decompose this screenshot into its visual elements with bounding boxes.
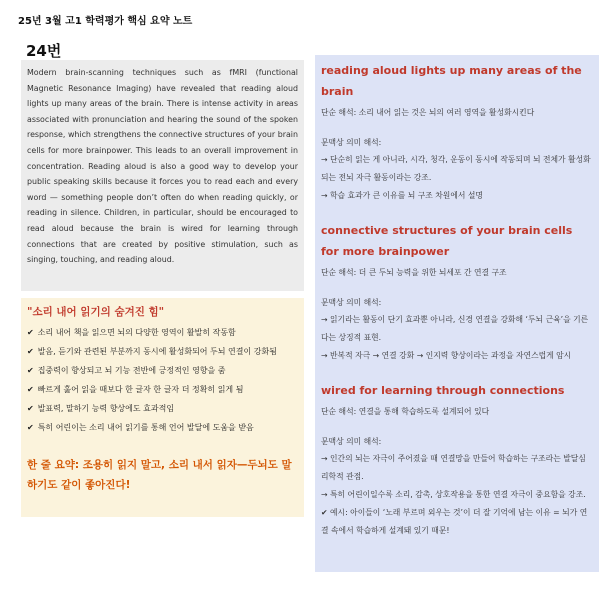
check-icon: ✔ [27,404,34,413]
summary-point-list [27,323,298,437]
passage-box [21,60,304,291]
summary-title: "소리 내어 읽기의 숨겨진 힘" [27,306,165,318]
note-translation: 단순 해석: 더 큰 두뇌 능력을 위한 뇌세포 간 연결 구조 [321,268,507,277]
summary-box [21,298,304,517]
check-icon: ✔ [27,423,34,432]
note-detail: → 반복적 자극 → 연결 강화 → 인지력 향상이라는 과정을 자연스럽게 암시 [321,351,572,360]
note-heading: connective structures of your brain cells for more brainpower [321,224,573,258]
list-item [27,399,298,418]
note-block [321,380,593,540]
check-icon: ✔ [27,366,34,375]
passage-text: Modern brain-scanning techniques such as fMRI (functional Magnetic Resonance Imaging) have revealed that reading aloud lights up many areas of the brain. There is intense activity in areas associated with pronunciation and hearing the sound of the spoken response, which strengthens the connective structures of your brain cells for more brainpower. This leads to an overall improvement in concentration. Reading aloud is also a good way to develop your public speaking skills because it forces you to read each and every word — something people don’t often do when reading quickly, or reading in silence. Children, in particular, should be encouraged to read aloud because the brain is wired for learning through connections that are created by positive stimulation, such as singing, touching, and reading aloud. [27,68,298,265]
note-translation: 단순 해석: 연결을 통해 학습하도록 설계되어 있다 [321,407,490,416]
list-item [27,418,298,437]
summary-point-text: 빠르게 훑어 읽을 때보다 한 글자 한 글자 더 정확히 읽게 됨 [37,385,244,394]
summary-point-text: 발표력, 말하기 능력 향상에도 효과적임 [37,404,175,413]
list-item [27,323,298,342]
list-item [27,342,298,361]
summary-point-text: 발음, 듣기와 관련된 부분까지 동시에 활성화되어 두뇌 연결이 강화됨 [37,347,277,356]
list-item [27,380,298,399]
check-icon: ✔ [27,347,34,356]
summary-point-text: 소리 내어 책을 읽으면 뇌의 다양한 영역이 활발히 작동함 [37,328,236,337]
vocab-notes-panel [315,55,599,572]
note-translation: 단순 해석: 소리 내어 읽는 것은 뇌의 여러 영역을 활성화시킨다 [321,108,535,117]
summary-point-text: 특히 어린이는 소리 내어 읽기를 통해 언어 발달에 도움을 받음 [37,423,254,432]
check-icon: ✔ [27,385,34,394]
check-icon: ✔ [27,328,34,337]
one-line-summary: 한 줄 요약: 조용히 읽지 말고, 소리 내서 읽자—두뇌도 말하기도 같이 좋아진다! [27,459,292,491]
note-label: 문맥상 의미 해석: [321,437,382,446]
note-detail: → 읽기라는 활동이 단기 효과뿐 아니라, 신경 연결을 강화해 ‘두뇌 근육’을 기른다는 상징적 표현. [321,315,589,342]
note-label: 문맥상 의미 해석: [321,138,382,147]
page-title: 25년 3월 고1 학력평가 핵심 요약 노트 [18,16,193,27]
problem-number: 24번 [26,42,62,60]
note-detail: → 인간의 뇌는 자극이 주어졌을 때 연결망을 만들어 학습하는 구조라는 발달심리학적 관점. [321,454,586,481]
note-heading: wired for learning through connections [321,384,565,397]
note-label: 문맥상 의미 해석: [321,298,382,307]
note-detail: → 학습 효과가 큰 이유를 뇌 구조 차원에서 설명 [321,191,483,200]
note-block [321,220,593,365]
list-item [27,361,298,380]
note-block [321,60,593,205]
note-detail: → 단순히 읽는 게 아니라, 시각, 청각, 운동이 동시에 작동되며 뇌 전체가 활성화되는 전뇌 자극 활동이라는 강조. [321,155,591,182]
note-detail: ✔ 예시: 아이들이 ‘노래 부르며 외우는 것’이 더 잘 기억에 남는 이유 = 뇌가 연결 속에서 학습하게 설계돼 있기 때문! [321,508,588,535]
note-heading: reading aloud lights up many areas of the brain [321,64,582,98]
summary-point-text: 집중력이 향상되고 뇌 기능 전반에 긍정적인 영향을 줌 [37,366,226,375]
note-detail: → 특히 어린이일수록 소리, 감촉, 상호작용을 통한 연결 자극이 중요함을 강조. [321,490,586,499]
